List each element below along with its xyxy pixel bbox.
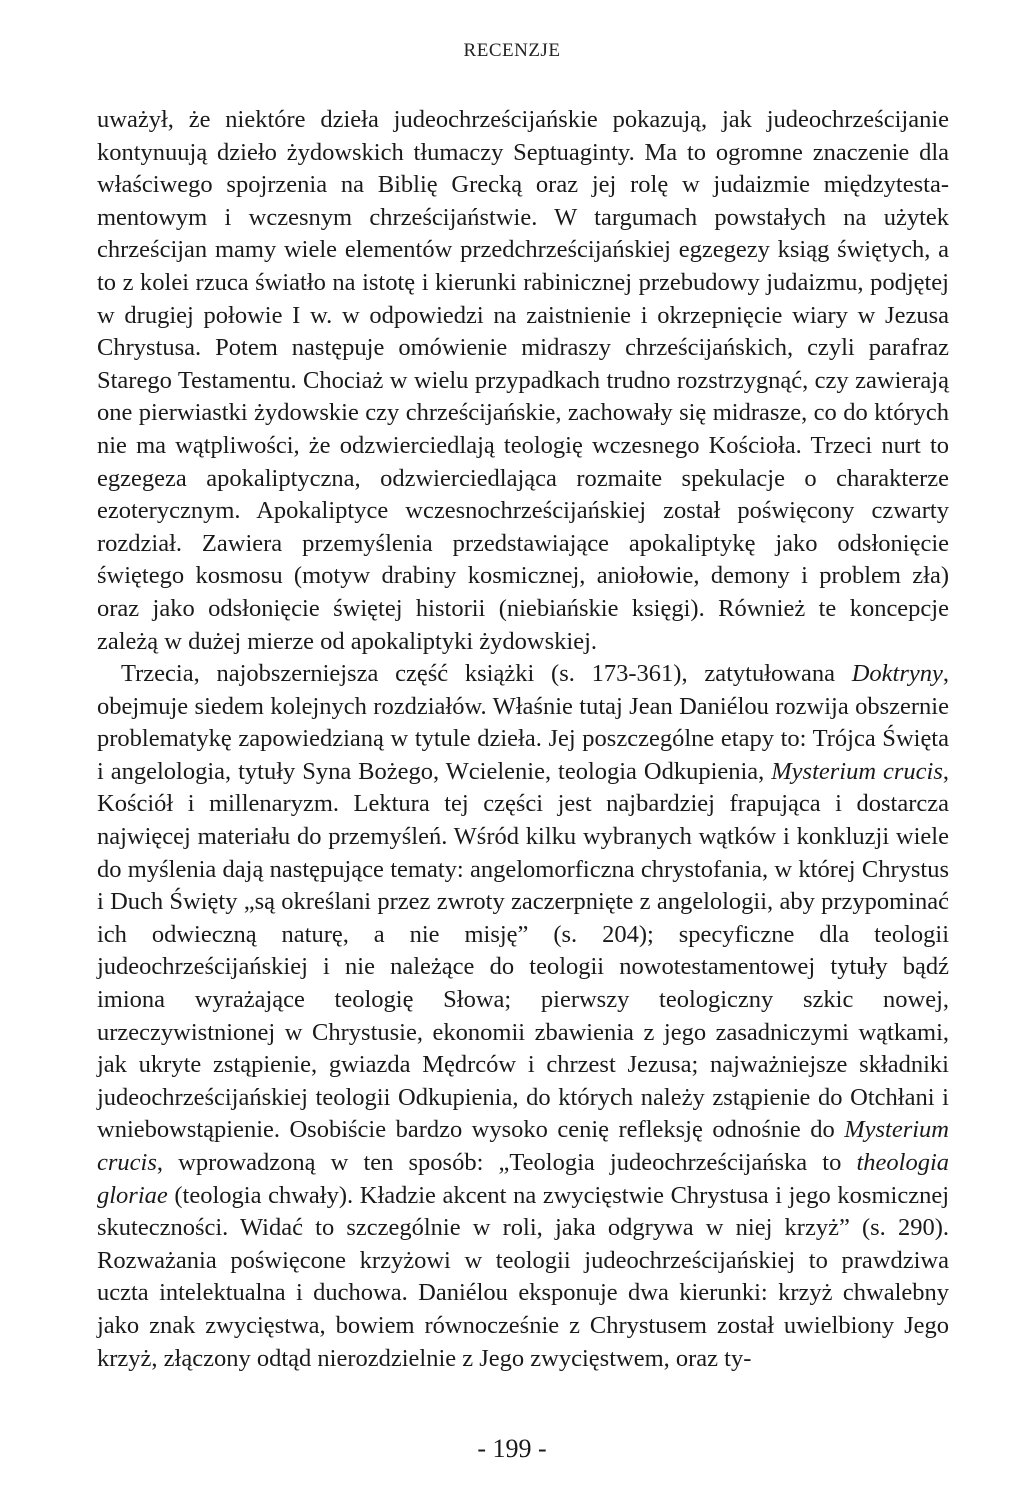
- paragraph-2-text-d: , wprowadzoną w ten sposób: „Teologia judeochrześcijańska to: [156, 1149, 857, 1176]
- paragraph-2-text-b: , obejmuje siedem kolejnych rozdziałów. Właśnie tutaj Jean Daniélou rozwija obszernie problematykę zapowiedzianą w tytule dzieła. Jej poszczególne etapy to: Trójca Święta i angelologia, tytuły Syna Bożego, Wcielenie, teologia Odkupienia,: [97, 660, 949, 785]
- paragraph-2-text-c: , Kościół i millenaryzm. Lektura tej części jest najbardziej frapująca i dostarcza najwięcej materiału do przemyśleń. Wśród kilku wybranych wątków i konkluzji wiele do myślenia dają następujące tematy: angelomorficzna chrystofania, w której Chrystus i Duch Święty „są określani przez zwroty zaczerpnięte z angelologii, aby przypominać ich odwieczną naturę, a nie misję” (s. 204); specyficzne dla teologii judeochrześcijańskiej i nie należące do teologii nowotestamentowej tytuły bądź imiona wyrażające teologię Słowa; pierwszy teologiczny szkic nowej, urzeczywistnionej w Chrystusie, ekonomii zbawienia z jego zasadniczymi wątkami, jak ukryte zstąpienie, gwiazda Mędrców i chrzest Jezusa; najważniejsze składniki judeochrześcijańskiej teologii Odkupienia, do których należy zstąpienie do Otchłani i wniebowstąpienie. Osobiście bardzo wysoko cenię refleksję odnośnie do: [97, 757, 949, 1144]
- page-number: - 199 -: [477, 1434, 547, 1463]
- paragraph-1: uważył, że niektóre dzieła judeochrześcijańskie pokazują, jak judeochrześcijanie kontynuują dzieło żydowskich tłumaczy Septuaginty. Ma to ogromne znaczenie dla właściwego spojrzenia na Biblię Grecką oraz jej rolę w judaizmie międzytestamentowym i wczesnym chrześcijaństwie. W targumach powstałych na użytek chrześcijan mamy wiele elementów przedchrześcijańskiej egzegezy ksiąg świętych, a to z kolei rzuca światło na istotę i kierunki rabinicznej przebudowy judaizmu, podjętej w drugiej połowie I w. w odpowiedzi na zaistnienie i okrzepnięcie wiary w Jezusa Chrystusa. Potem następuje omówienie midraszy chrześcijańskich, czyli parafraz Starego Testamentu. Chociaż w wielu przypadkach trudno rozstrzygnąć, czy zawierają one pierwiastki żydowskie czy chrześcijańskie, zachowały się midrasze, co do których nie ma wątpliwości, że odzwierciedlają teologię wczesnego Kościoła. Trzeci nurt to egzegeza apokaliptyczna, odzwierciedlająca rozmaite spekulacje o charakterze ezoterycznym. Apokaliptyce wczesnochrześcijańskiej został poświęcony czwarty rozdział. Zawiera przemyślenia przedstawiające apokaliptykę jako odsłonięcie świętego kosmosu (motyw drabiny kosmicznej, aniołowie, demony i problem zła) oraz jako odsłonięcie świętej historii (niebiańskie księgi). Również te koncepcje zależą w dużej mierze od apokaliptyki żydowskiej.: [97, 106, 949, 655]
- term-theologia-gloriae: theologia gloriae: [97, 1149, 949, 1209]
- paragraph-2-text-e: (teologia chwały). Kładzie akcent na zwycięstwie Chrystusa i jego kosmicznej skuteczności. Widać to szczególnie w roli, jaka odgrywa w niej krzyż” (s. 290). Rozważania poświęcone krzyżowi w teologii judeochrześcijańskiej to prawdziwa uczta intelektualna i duchowa. Daniélou eksponuje dwa kierunki: krzyż chwalebny jako znak zwycięstwa, bowiem równocześnie z Chrystusem został uwielbiony Jego krzyż, złączony odtąd nierozdzielnie z Jego zwycięstwem, oraz ty-: [97, 1181, 949, 1372]
- running-header: RECENZJE: [463, 40, 561, 61]
- paragraph-2: [97, 658, 949, 1375]
- term-mysterium-crucis-2: Mysterium crucis: [97, 1116, 949, 1176]
- book-part-title-doktryny: Doktryny: [851, 660, 943, 688]
- term-mysterium-crucis-1: Mysterium crucis: [771, 757, 943, 785]
- paragraph-2-text-a: Trzecia, najobszerniejsza część książki (s. 173-361), zatytułowana: [121, 660, 852, 688]
- article-body: [97, 104, 949, 1375]
